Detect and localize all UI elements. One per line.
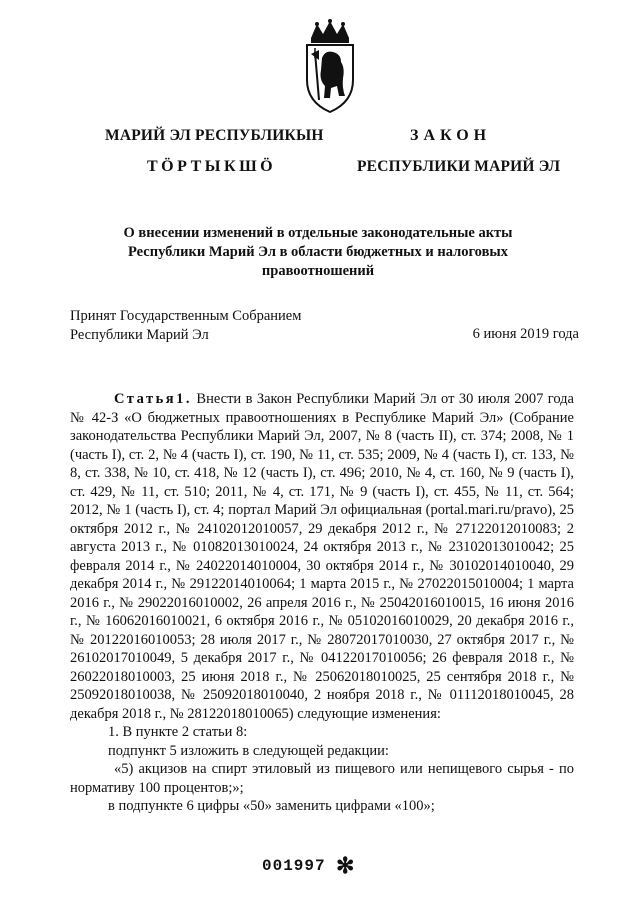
title-line3: правоотношений — [261, 263, 375, 279]
item-1c: в подпункте 6 цифры «50» заменить цифрами «100»; — [108, 798, 435, 814]
document-title — [70, 224, 566, 281]
coat-of-arms-icon — [297, 18, 363, 114]
article-paragraph — [70, 390, 574, 723]
header-left-line1: МАРИЙ ЭЛ РЕСПУБЛИКЫН — [105, 127, 324, 144]
title-line2: Республики Марий Эл в области бюджетных и налоговых — [128, 244, 508, 260]
header-right-line1: ЗАКОН — [410, 127, 492, 144]
article-text: Внести в Закон Республики Марий Эл от 30 июля 2007 года № 42-З «О бюджетных правоотношениях в Республике Марий Эл» (Собрание законодательства Республики Марий Эл, 2007, № 8 (часть II), ст. 374; 2008, № 1 (часть I), ст. 2, № 4 (часть I), ст. 190, № 11, ст. 535; 2009, № 4 (часть I), ст. 133, № 8, ст. 338, № 10, ст. 418, № 12 (часть I), ст. 496; 2010, № 4, ст. 160, № 9 (часть I), ст. 429, № 11, ст. 510; 2011, № 4, ст. 171, № 9 (часть I), ст. 455, № 11, ст. 564; 2012, № 1 (часть I), ст. 4; портал Марий Эл официальная (portal.mari.ru/pravo), 25 октября 2012 г., № 24102012010057, 29 декабря 2012 г., № 27122012010083; 2 августа 2013 г., № 01082013010024, 24 октября 2013 г., № 23102013010042; 25 февраля 2014 г., № 24022014010004, 30 октября 2014 г., № 30102014010040, 29 декабря 2014 г., № 29122014010064; 1 марта 2015 г., № 27022015010004; 1 марта 2016 г., № 29022016010002, 26 апреля 2016 г., № 25042016010015, 16 июня 2016 г., № 16062016010021, 6 октября 2016 г., № 05102016010029, 20 декабря 2016 г., № 20122016010053; 28 июля 2017 г., № 28072017010030, 27 октября 2017 г., № 26102017010049, 5 декабря 2017 г., № 04122017010056; 26 февраля 2018 г., № 26022018010003, 25 июня 2018 г., № 25062018010025, 25 сентября 2018 г., № 25092018010038, № 25092018010040, 2 ноября 2018 г., № 01112018010045, 28 декабря 2018 г., № 28122018010065) следующие изменения: — [70, 391, 574, 722]
adopted-block — [70, 307, 301, 344]
header-right-line2: РЕСПУБЛИКИ МАРИЙ ЭЛ — [357, 158, 561, 175]
document-serial-number: 001997 — [262, 857, 326, 875]
item-1a: подпункт 5 изложить в следующей редакции: — [108, 742, 389, 759]
header-left-line2: ТӦРТЫКШӦ — [147, 158, 277, 175]
adopted-date: 6 июня 2019 года — [472, 326, 579, 342]
adopted-line2: Республики Марий Эл — [70, 326, 209, 343]
article-body — [70, 390, 574, 816]
item-1b: «5) акцизов на спирт этиловый из пищевого или непищевого сырья - по нормативу 100 процентов;»; — [70, 761, 574, 796]
adopted-line1: Принят Государственным Собранием — [70, 308, 302, 324]
footer-mark: ✻ — [336, 853, 355, 878]
article-heading: Статья1. — [114, 391, 192, 407]
title-line1: О внесении изменений в отдельные законодательные акты — [123, 225, 513, 241]
item-1: 1. В пункте 2 статьи 8: — [108, 724, 248, 740]
